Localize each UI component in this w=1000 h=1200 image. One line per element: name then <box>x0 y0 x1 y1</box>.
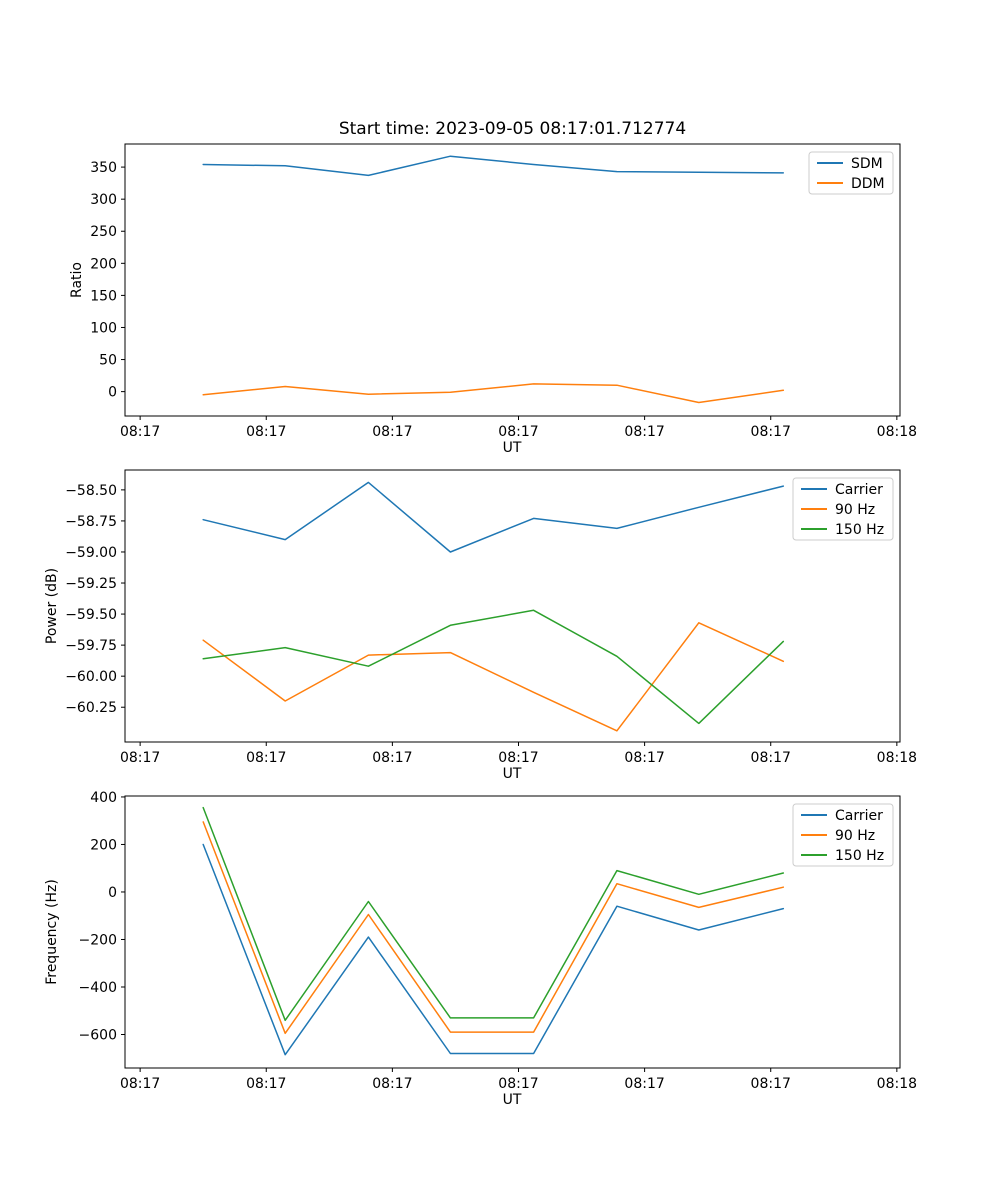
series-line-90-hz <box>203 623 783 731</box>
legend <box>809 152 893 194</box>
legend-label-ddm: DDM <box>851 176 885 192</box>
axes-2 <box>65 470 917 766</box>
y-tick-label: 0 <box>108 884 117 901</box>
y-tick-label: −58.75 <box>65 513 117 530</box>
x-tick-label: 08:17 <box>246 750 287 766</box>
x-tick-label: 08:17 <box>498 1076 539 1092</box>
series-line-carrier <box>203 845 783 1055</box>
chart-title: Start time: 2023-09-05 08:17:01.712774 <box>338 119 687 139</box>
x-tick-label: 08:18 <box>876 750 918 766</box>
y-tick-label: −400 <box>78 979 117 996</box>
axes-3 <box>79 790 917 1092</box>
y-tick-label: 250 <box>90 224 117 241</box>
y-tick-label: 200 <box>90 837 117 854</box>
x-tick-label: 08:17 <box>624 424 665 440</box>
y-tick-label: 300 <box>90 192 117 209</box>
y-axis-label-power: Power (dB) <box>44 567 60 645</box>
legend-label-carrier: Carrier <box>835 808 883 824</box>
x-tick-label: 08:17 <box>624 750 665 766</box>
y-tick-label: 200 <box>90 256 117 273</box>
legend-label-150-hz: 150 Hz <box>835 522 885 538</box>
y-tick-label: −59.25 <box>65 576 117 593</box>
x-tick-label: 08:18 <box>876 424 918 440</box>
y-tick-label: 350 <box>90 160 117 177</box>
series-line-90-hz <box>203 822 783 1033</box>
y-tick-label: −200 <box>78 932 117 949</box>
x-tick-label: 08:17 <box>750 1076 791 1092</box>
y-tick-label: −59.75 <box>65 638 117 655</box>
legend-label-sdm: SDM <box>851 156 883 172</box>
y-tick-label: −60.00 <box>65 669 117 686</box>
axes-1 <box>90 144 917 440</box>
x-tick-label: 08:17 <box>119 1076 161 1092</box>
legend-label-150-hz: 150 Hz <box>835 848 885 864</box>
legend <box>793 804 893 866</box>
x-tick-label: 08:17 <box>119 424 161 440</box>
x-tick-label: 08:17 <box>750 750 791 766</box>
y-tick-label: −600 <box>78 1027 117 1044</box>
x-tick-label: 08:17 <box>372 1076 413 1092</box>
y-axis-label-ratio: Ratio <box>69 262 85 298</box>
y-tick-label: 400 <box>90 789 117 806</box>
series-line-ddm <box>203 384 783 403</box>
y-axis-label-frequency: Frequency (Hz) <box>44 879 60 985</box>
x-tick-label: 08:17 <box>498 750 539 766</box>
y-tick-label: 50 <box>99 352 117 369</box>
y-tick-label: 100 <box>90 320 117 337</box>
x-axis-label-ut-3: UT <box>502 1092 522 1108</box>
series-line-150-hz <box>203 808 783 1021</box>
legend-label-90-hz: 90 Hz <box>835 828 876 844</box>
axes-spines <box>125 470 900 742</box>
x-tick-label: 08:17 <box>624 1076 665 1092</box>
x-tick-label: 08:18 <box>876 1076 918 1092</box>
x-axis-label-ut-1: UT <box>502 440 522 456</box>
axes-spines <box>125 144 900 416</box>
x-tick-label: 08:17 <box>750 424 791 440</box>
legend-label-90-hz: 90 Hz <box>835 502 876 518</box>
x-tick-label: 08:17 <box>372 424 413 440</box>
y-tick-label: −59.50 <box>65 607 117 624</box>
y-tick-label: 0 <box>108 384 117 401</box>
y-tick-label: −58.50 <box>65 482 117 499</box>
legend <box>793 478 893 540</box>
y-tick-label: −60.25 <box>65 700 117 717</box>
legend-label-carrier: Carrier <box>835 482 883 498</box>
x-tick-label: 08:17 <box>246 424 287 440</box>
x-tick-label: 08:17 <box>119 750 161 766</box>
axes-spines <box>125 796 900 1068</box>
x-tick-label: 08:17 <box>498 424 539 440</box>
series-line-sdm <box>203 156 783 175</box>
y-tick-label: −59.00 <box>65 544 117 561</box>
y-tick-label: 150 <box>90 288 117 305</box>
x-tick-label: 08:17 <box>246 1076 287 1092</box>
x-tick-label: 08:17 <box>372 750 413 766</box>
x-axis-label-ut-2: UT <box>502 766 522 782</box>
series-line-carrier <box>203 482 783 552</box>
